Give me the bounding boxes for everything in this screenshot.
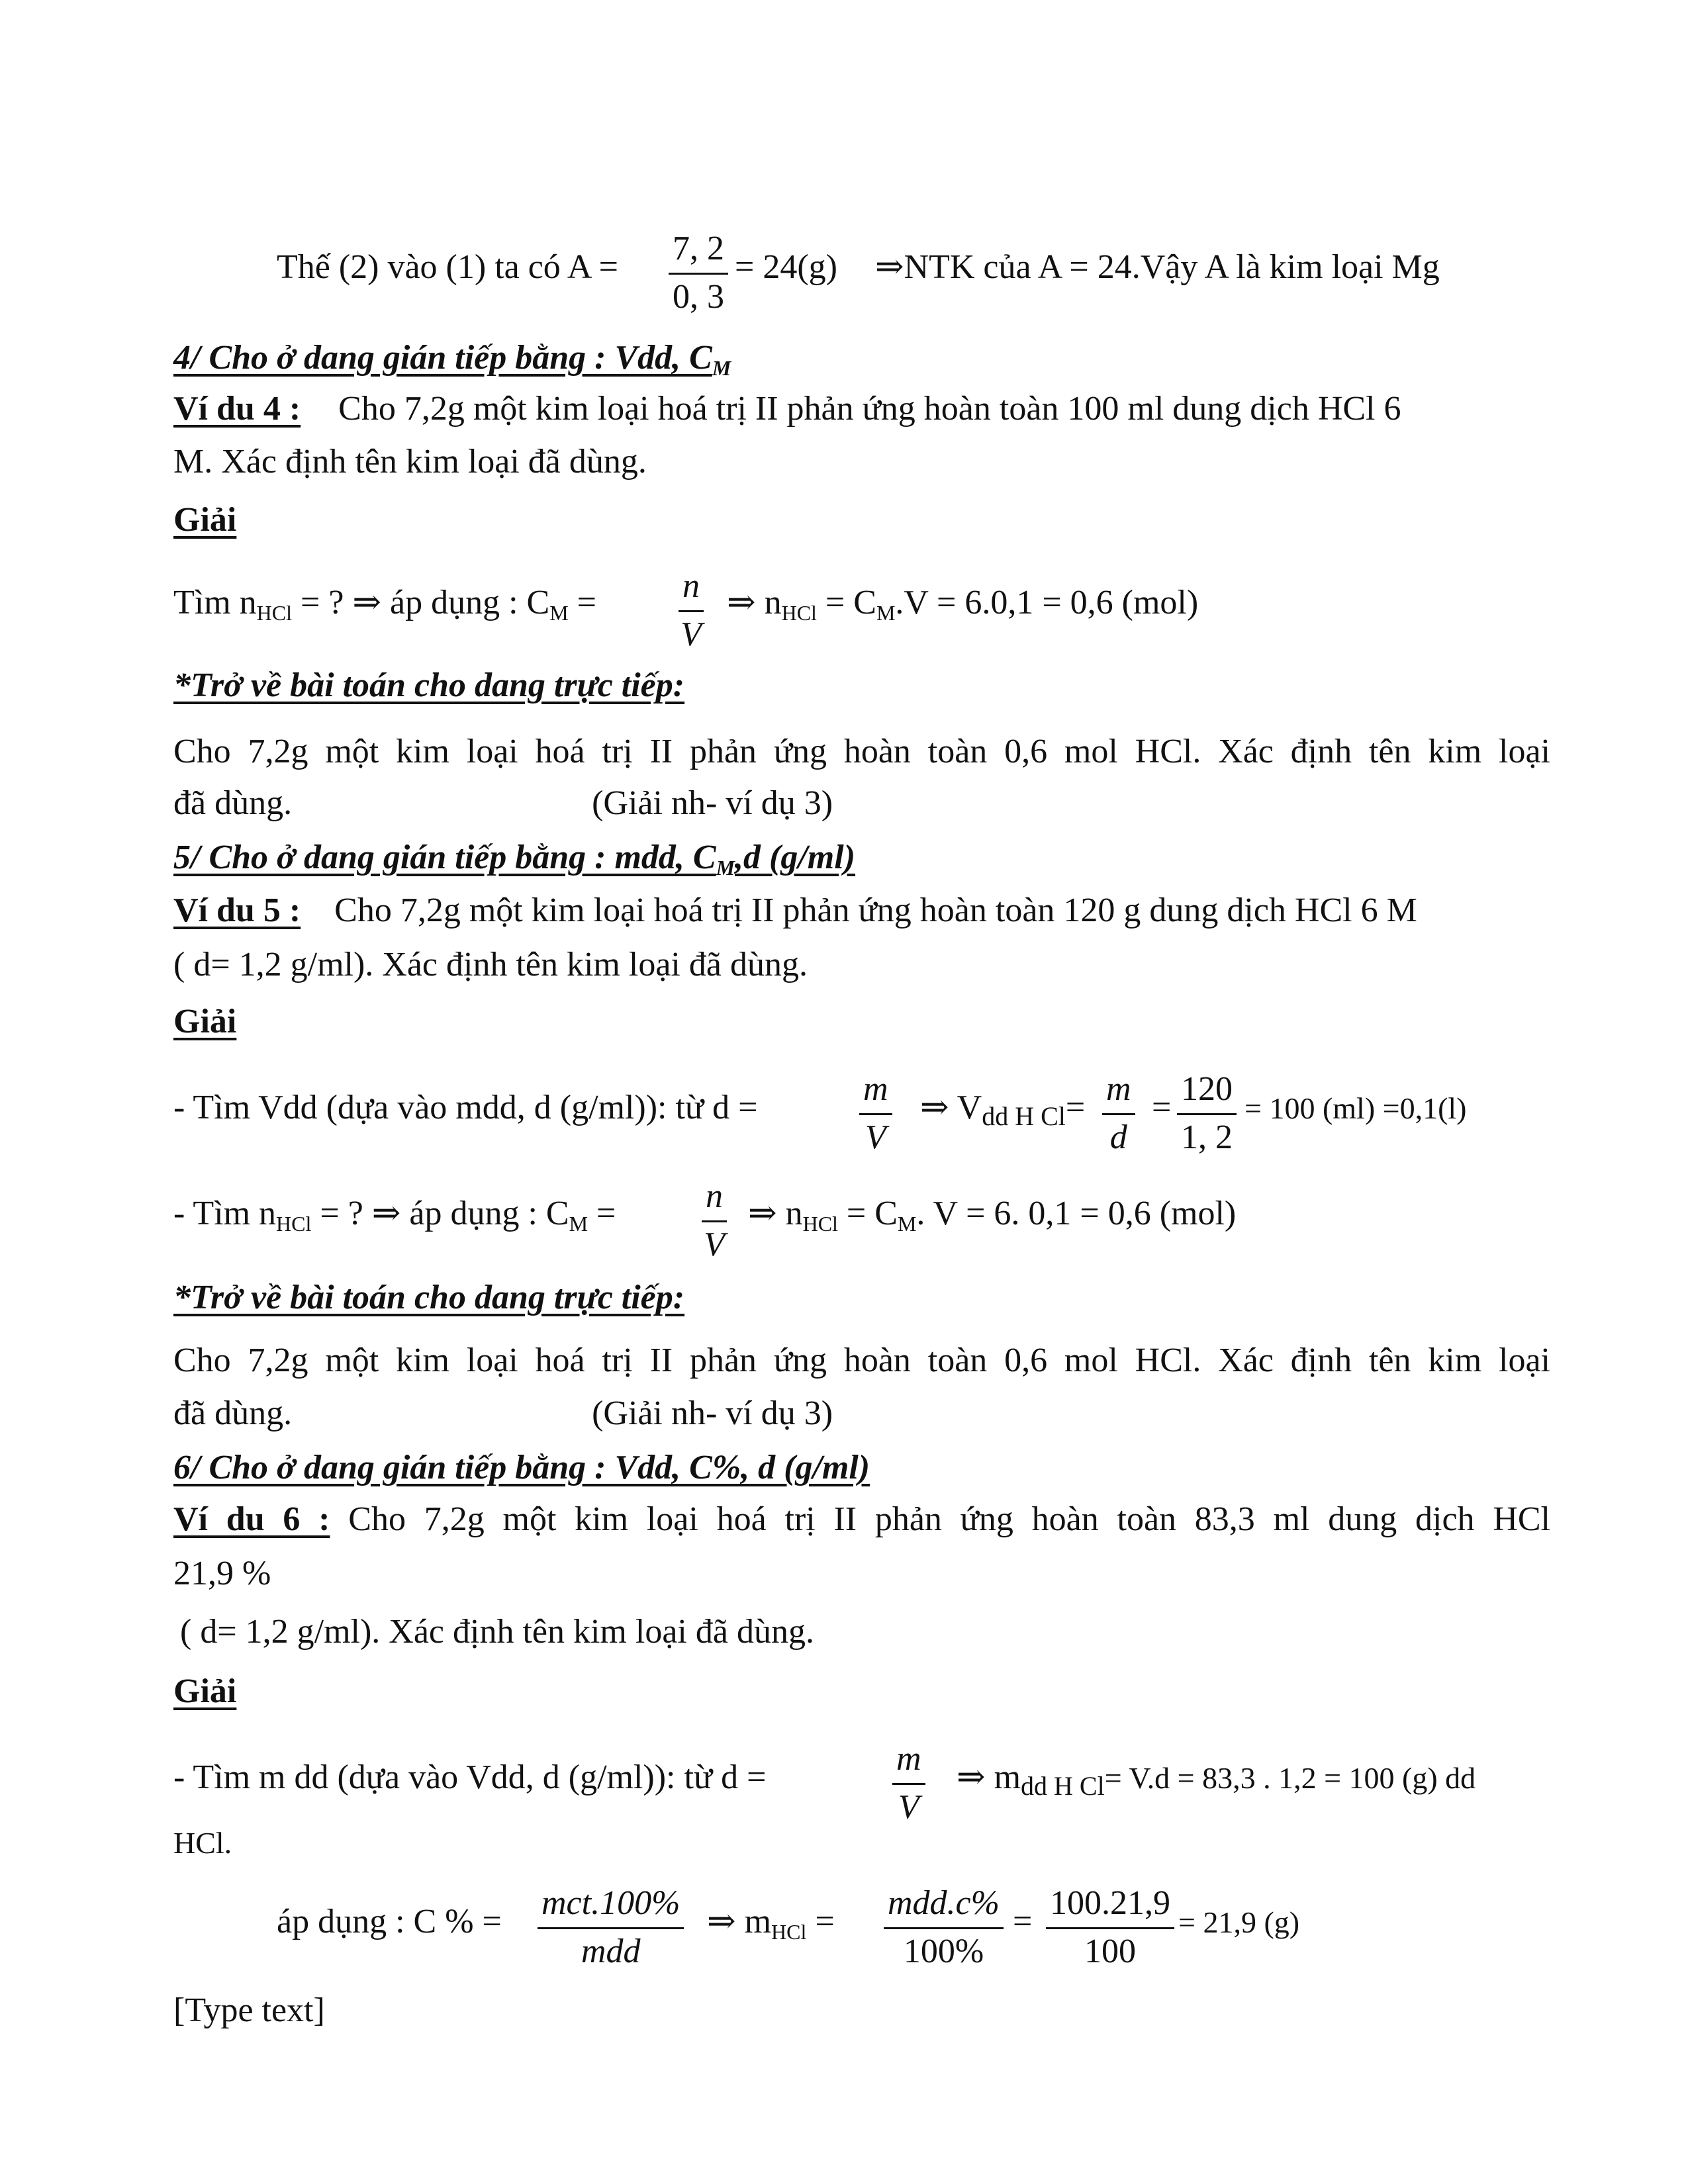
text: = V.d = 83,3 . 1,2 = 100 (g) dd [1104, 1761, 1476, 1795]
formula-line-mdd-end: HCl. [173, 1826, 232, 1860]
text: - Tìm Vdd (dựa vào mdd, d (g/ml)): từ d = [173, 1089, 758, 1126]
text: = C [846, 1195, 898, 1232]
fraction-m-over-d [1102, 1072, 1135, 1155]
text: đã dùng. [173, 784, 293, 822]
text: (Giải nh- ví dụ 3) [592, 1394, 833, 1432]
back-to-direct-heading: *Trở về bài toán cho dang trực tiếp: [173, 666, 685, 704]
formula-line-cpct-b [707, 1905, 835, 1942]
fraction-n-over-v [679, 569, 704, 652]
denominator: mdd [581, 1933, 641, 1970]
numerator: mct.100% [538, 1886, 684, 1929]
formula-line-cpct [277, 1905, 502, 1939]
fraction-m-over-v [892, 1742, 925, 1825]
text: = [815, 1903, 835, 1940]
text: - Tìm n [173, 1195, 277, 1232]
sub: M [897, 1212, 917, 1236]
back-to-direct-heading: *Trở về bài toán cho dang trực tiếp: [173, 1279, 685, 1316]
solution-heading: Giải [173, 1003, 237, 1040]
text: ⇒ m [707, 1903, 772, 1940]
formula-eq: = [1152, 1089, 1172, 1126]
numerator: mdd.c% [884, 1886, 1004, 1929]
fraction-m-over-v [859, 1072, 892, 1155]
formula-eq: = [1013, 1903, 1033, 1940]
example-5-line-1 [173, 893, 1417, 928]
text: . V = 6. 0,1 = 0,6 (mol) [916, 1195, 1237, 1232]
numerator: n [679, 569, 704, 612]
heading-sub: M [716, 856, 735, 880]
formula-line-vdd-b [920, 1091, 1085, 1130]
formula-line-n [173, 1197, 616, 1234]
text: - Tìm m dd (dựa vào Vdd, d (g/ml)): từ d = [173, 1758, 767, 1796]
sub: M [549, 601, 569, 625]
formula-line-n-result [748, 1197, 1236, 1234]
formula-line-mg-result [735, 250, 1440, 285]
formula-line-mg [277, 250, 618, 285]
formula-line-cm [173, 586, 596, 623]
formula-line-mdd [173, 1760, 766, 1795]
text: ⇒ V [920, 1089, 982, 1126]
example-4-line-2 [173, 445, 647, 479]
text: = ? ⇒ áp dụng : C [320, 1195, 569, 1232]
numerator: m [892, 1742, 925, 1785]
formula-line-cm-result [727, 586, 1198, 623]
denominator: 0, 3 [673, 278, 724, 316]
example-label: Ví du 4 : [173, 390, 301, 428]
example-6-line-1 [173, 1502, 1550, 1537]
denominator: 100 [1084, 1933, 1136, 1970]
numerator: m [859, 1072, 892, 1115]
formula-line-vdd-result: = 100 (ml) =0,1(l) [1244, 1091, 1467, 1125]
heading-sub: M [712, 356, 731, 380]
text: ⇒NTK của A = 24.Vậy A là kim loại Mg [874, 248, 1440, 286]
example-text: Cho 7,2g một kim loại hoá trị II phản ứng hoàn toàn 83,3 ml dung dịch HCl [348, 1500, 1551, 1538]
text: (Giải nh- ví dụ 3) [592, 784, 833, 822]
fraction-mct-over-mdd [538, 1886, 684, 1969]
fraction-mdd-c-over-100 [884, 1886, 1004, 1969]
sub: dd H Cl [982, 1101, 1066, 1131]
sub: M [876, 601, 896, 625]
example-6-line-3: ( d= 1,2 g/ml). Xác định tên kim loại đã dùng. [180, 1613, 814, 1651]
sub: M [569, 1212, 588, 1236]
example-5-line-2 [173, 948, 808, 982]
text: Tìm n [173, 584, 257, 621]
text: Thế (2) vào (1) ta có A = [277, 248, 618, 286]
text: đã dùng. [173, 1394, 293, 1432]
denominator: d [1109, 1118, 1127, 1156]
text: áp dụng : C % = [277, 1903, 502, 1940]
example-6-line-2: 21,9 % [173, 1555, 271, 1592]
formula-line-vdd [173, 1091, 757, 1125]
section-6-heading: 6/ Cho ở dang gián tiếp bằng : Vdd, C%, d (g/ml) [173, 1449, 870, 1486]
paragraph-line [173, 1396, 833, 1431]
heading-text: 4/ Cho ở dang gián tiếp bằng : Vdd, C [173, 339, 712, 377]
denominator: V [898, 1788, 919, 1826]
footer-placeholder: [Type text] [173, 1991, 325, 2029]
text: = C [825, 584, 876, 621]
example-text: M. Xác định tên kim loại đã dùng. [173, 443, 647, 480]
text: = [577, 584, 596, 621]
text: ⇒ n [748, 1195, 803, 1232]
fraction-7-2-over-0-3 [669, 232, 728, 314]
heading-text: ,d (g/ml) [735, 839, 856, 876]
solution-heading: Giải [173, 501, 237, 539]
example-label: Ví du 6 : [173, 1500, 330, 1538]
text: = [1065, 1089, 1086, 1126]
denominator: 1, 2 [1181, 1118, 1233, 1156]
numerator: 100.21,9 [1046, 1886, 1174, 1929]
sub: dd H Cl [1021, 1771, 1105, 1801]
text: = ? ⇒ áp dụng : C [301, 584, 550, 621]
fraction-n-over-v [702, 1179, 727, 1262]
section-5-heading [173, 841, 855, 878]
denominator: V [680, 615, 702, 653]
denominator: 100% [903, 1933, 984, 1970]
heading-text: 5/ Cho ở dang gián tiếp bằng : mdd, C [173, 839, 716, 876]
example-text: Cho 7,2g một kim loại hoá trị II phản ứng hoàn toàn 100 ml dung dịch HCl 6 [338, 390, 1401, 428]
text: = 24(g) [735, 248, 837, 286]
text: = [596, 1195, 616, 1232]
paragraph-line [173, 786, 833, 821]
example-text: Cho 7,2g một kim loại hoá trị II phản ứng hoàn toàn 120 g dung dịch HCl 6 M [334, 891, 1417, 929]
numerator: n [702, 1179, 727, 1222]
numerator: 120 [1177, 1072, 1237, 1115]
fraction-120-over-1-2 [1177, 1072, 1237, 1155]
paragraph-line: Cho 7,2g một kim loại hoá trị II phản ứng hoàn toàn 0,6 mol HCl. Xác định tên kim loại [173, 1342, 1550, 1379]
paragraph-line: Cho 7,2g một kim loại hoá trị II phản ứng hoàn toàn 0,6 mol HCl. Xác định tên kim loại [173, 733, 1550, 770]
denominator: V [865, 1118, 886, 1156]
text: .V = 6.0,1 = 0,6 (mol) [895, 584, 1199, 621]
numerator: 7, 2 [669, 232, 728, 275]
formula-line-mdd-b [957, 1760, 1476, 1799]
example-label: Ví du 5 : [173, 891, 301, 929]
formula-line-cpct-result: = 21,9 (g) [1178, 1905, 1300, 1939]
denominator: V [704, 1226, 725, 1263]
sub: HCl [771, 1920, 807, 1944]
sub: HCl [276, 1212, 312, 1236]
text: ⇒ m [957, 1758, 1021, 1796]
numerator: m [1102, 1072, 1135, 1115]
sub: HCl [802, 1212, 838, 1236]
section-4-heading [173, 341, 731, 379]
text: ⇒ n [727, 584, 782, 621]
fraction-100-21-9-over-100 [1046, 1886, 1174, 1969]
example-4-line-1 [173, 392, 1550, 426]
sub: HCl [256, 601, 293, 625]
sub: HCl [781, 601, 817, 625]
solution-heading: Giải [173, 1672, 237, 1710]
example-text: ( d= 1,2 g/ml). Xác định tên kim loại đã dùng. [173, 946, 808, 983]
